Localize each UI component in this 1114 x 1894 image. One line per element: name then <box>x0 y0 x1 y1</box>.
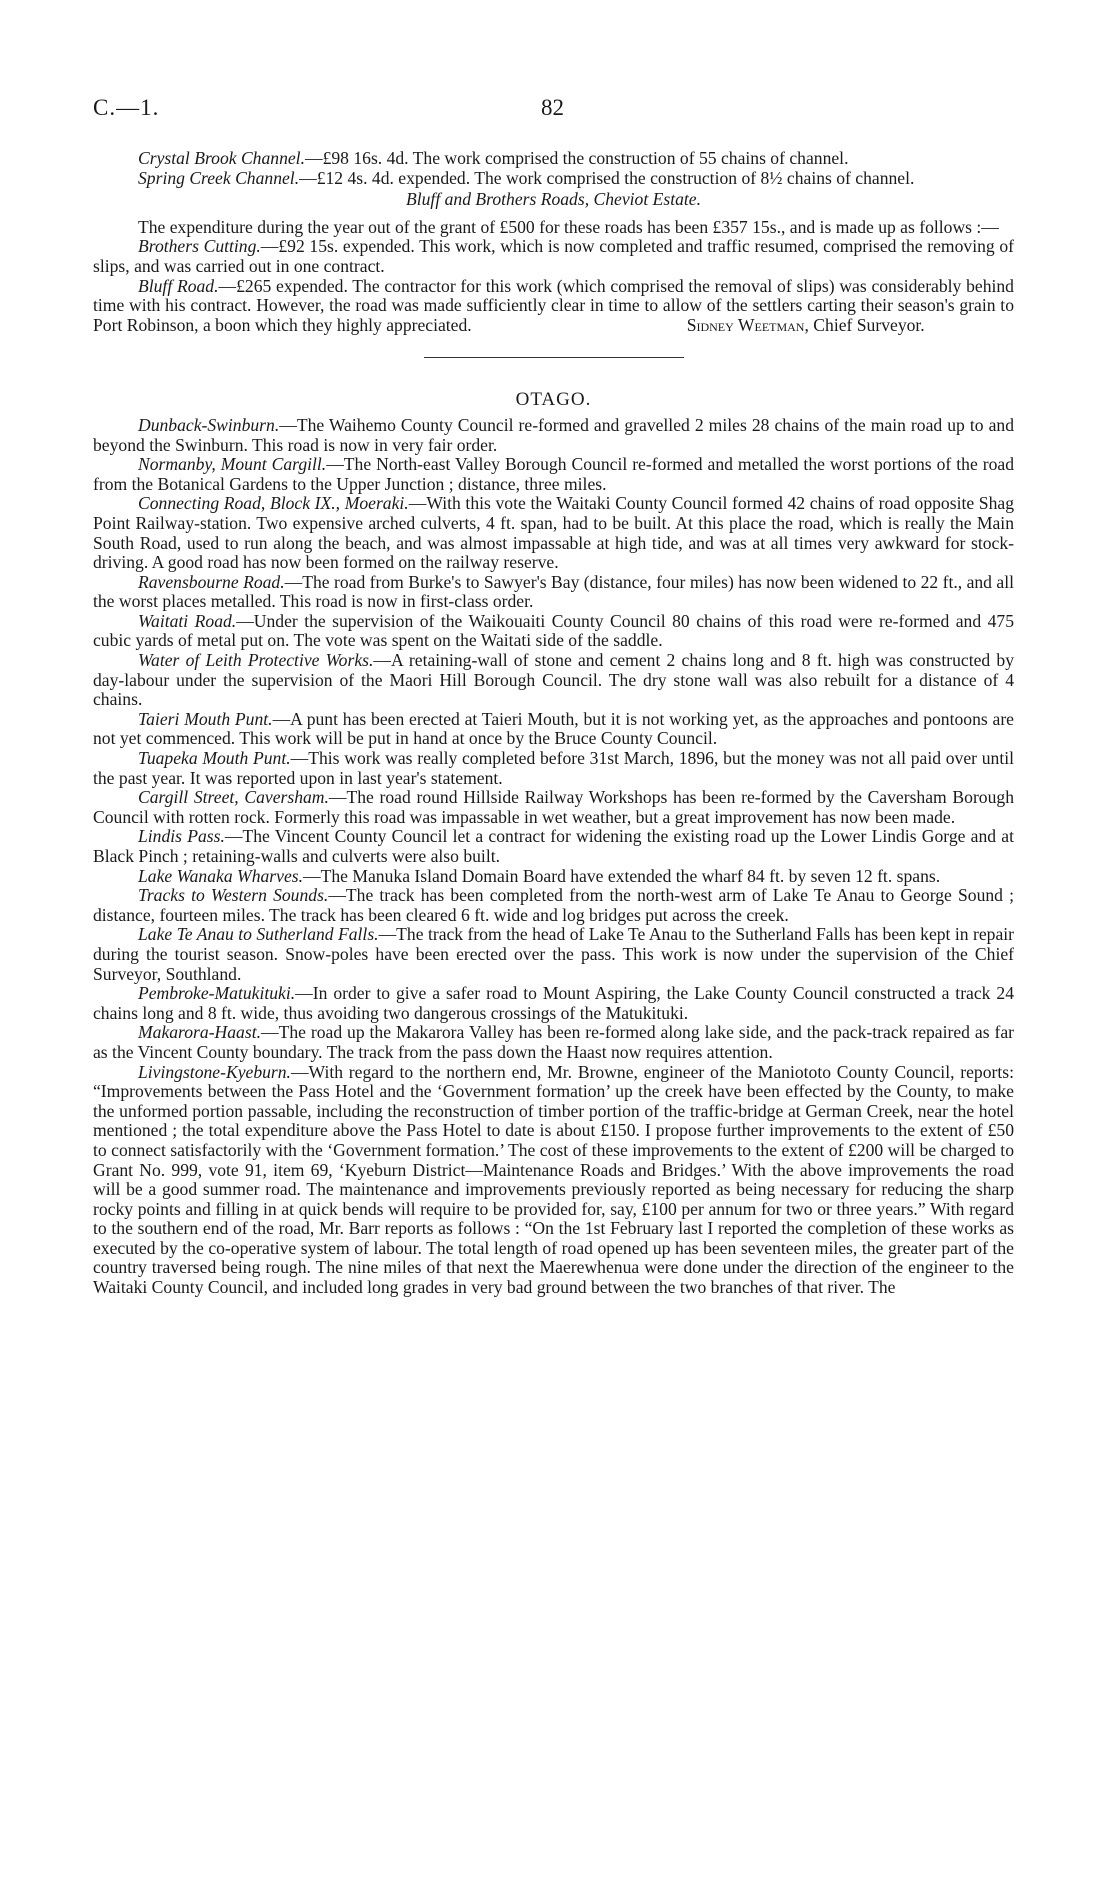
paragraph-text: —The Waihemo County Council re-formed and gravelled 2 miles 28 chains of the main road up to and beyond the Swinburn. This road is now in very fair order. <box>93 414 1014 455</box>
otago-paragraph <box>93 573 1014 612</box>
otago-paragraph <box>93 651 1014 710</box>
otago-paragraph <box>93 494 1014 572</box>
signature-name: Sidney Weetman <box>686 314 805 335</box>
paragraph-title: Spring Creek Channel. <box>138 167 300 188</box>
otago-paragraph <box>93 749 1014 788</box>
otago-paragraph <box>93 455 1014 494</box>
otago-paragraph <box>93 984 1014 1023</box>
paragraph-title: Bluff Road. <box>138 275 219 296</box>
otago-paragraph <box>93 1063 1014 1298</box>
paragraph-title: Makarora-Haast. <box>138 1022 261 1043</box>
paragraph-text: —With this vote the Waitaki County Council formed 42 chains of road opposite Shag Point Railway-station. Two expensive arched culverts, 4 ft. span, had to be built. At this place the road, which is really the Main South Road, used to run along the beach, and was almost impassable at high tide, and was at all times very awkward for stock-driving. A good road has now been formed on the railway reserve. <box>93 493 1014 573</box>
paragraph-title: Pembroke-Matukituki. <box>138 983 296 1004</box>
paragraph-title: Normanby, Mount Cargill. <box>138 454 327 475</box>
paragraph-text: —This work was really completed before 31st March, 1896, but the money was not all paid over until the past year. It was reported upon in last year's statement. <box>93 748 1014 788</box>
paragraph-crystal-brook <box>93 149 1014 169</box>
otago-paragraph <box>93 827 1014 866</box>
paragraph-title: Lake Wanaka Wharves. <box>138 865 303 886</box>
paragraph-title: Crystal Brook Channel. <box>138 148 305 168</box>
otago-paragraph <box>93 710 1014 749</box>
paragraph-brothers-cutting <box>93 237 1014 276</box>
otago-paragraph <box>93 867 1014 887</box>
otago-paragraph <box>93 925 1014 984</box>
paragraph-title: Tracks to Western Sounds. <box>138 885 329 906</box>
report-code: C.—1. <box>93 95 160 120</box>
paragraph-text: —The track has been completed from the north-west arm of Lake Te Anau to George Sound ; distance, fourteen miles. The track has been cleared 6 ft. wide and log bridges put across the creek. <box>93 885 1015 925</box>
paragraph-title: Lindis Pass. <box>138 826 225 847</box>
expenditure-paragraph: The expenditure during the year out of the grant of £500 for these roads has been £357 15s., and is made up as follows :— <box>138 216 999 237</box>
otago-paragraph <box>93 416 1014 455</box>
paragraph-text: —The North-east Valley Borough Council re-formed and metalled the worst portions of the road from the Botanical Gardens to the Upper Junction ; distance, three miles. <box>93 454 1014 494</box>
paragraph-title: Waitati Road. <box>138 610 237 631</box>
sub-heading: Bluff and Brothers Roads, Cheviot Estate. <box>406 189 701 210</box>
paragraph-title: Cargill Street, Caversham. <box>138 787 329 808</box>
paragraph-text: —£265 expended. The contractor for this work (which comprised the removal of slips) was considerably behind time with his contract. However, the road was made sufficiently clear in time to allow of the settlers carting their season's grain to Port Robinson, a boon which they highly appreciated. <box>93 275 1014 335</box>
paragraph-text: —Under the supervision of the Waikouaiti County Council 80 chains of this road were re-formed and 475 cubic yards of metal put on. The vote was spent on the Waitati side of the saddle. <box>93 610 1014 651</box>
paragraph-text: —A punt has been erected at Taieri Mouth, but it is not working yet, as the approaches and pontoons are not yet commenced. This work will be put in hand at once by the Bruce County Council. <box>93 708 1014 749</box>
page-header <box>93 95 1014 135</box>
otago-paragraph <box>93 886 1014 925</box>
paragraph-title: Dunback-Swinburn. <box>138 414 280 435</box>
otago-paragraph <box>93 1023 1014 1062</box>
document-body <box>93 149 1014 1298</box>
paragraph-spring-creek <box>93 169 1014 189</box>
paragraph-text: —£92 15s. expended. This work, which is now completed and traffic resumed, comprised the removing of slips, and was carried out in one contract. <box>93 236 1015 276</box>
otago-paragraph <box>93 612 1014 651</box>
paragraph-text: —£12 4s. 4d. expended. The work comprised the construction of 8½ chains of channel. <box>299 167 915 188</box>
paragraph-text: —The road up the Makarora Valley has been re-formed along lake side, and the pack-track repaired as far as the Vincent County boundary. The track from the pass down the Haast now requires attention. <box>93 1022 1014 1062</box>
paragraph-title: Livingstone-Kyeburn. <box>138 1061 291 1082</box>
paragraph-text: —A retaining-wall of stone and cement 2 chains long and 8 ft. high was constructed by day-labour under the supervision of the Maori Hill Borough Council. The dry stone wall was also rebuilt for a distance of 4 chains. <box>93 650 1014 710</box>
paragraph-text: —In order to give a safer road to Mount Aspiring, the Lake County Council constructed a track 24 chains long and 8 ft. wide, thus avoiding two dangerous crossings of the Matukituki. <box>93 983 1014 1023</box>
paragraph-title: Lake Te Anau to Sutherland Falls. <box>138 924 379 945</box>
paragraph-text: —With regard to the northern end, Mr. Browne, engineer of the Maniototo County Council, reports: “Improvements between the Pass Hotel and the ‘Government formation’ up the creek have been effected by the County, to make the unformed portion passable, including the reconstruction of timber portion of the traffic-bridge at German Creek, near the hotel mentioned ; the total expenditure above the Pass Hotel to date is about £150. I propose further improvements to the extent of £50 to connect satisfactorily with the ‘Government formation.’ The cost of these improvements to the extent of £200 will be charged to Grant No. 999, vote 91, item 69, ‘Kyeburn District—Maintenance Roads and Bridges.’ With the above improvements the road will be a good summer road. The maintenance and improvements previously reported as being necessary for reducing the sharp rocky points and filling in at quick bends will require to be provided for, say, £100 per annum for two or three years.” With regard to the southern end of the road, Mr. Barr reports as follows : “On the 1st February last I reported the completion of these works as executed by the co-operative system of labour. The total length of road opened up has been seventeen miles, the greater part of the country traversed being rough. The nine miles of that next the Maerewhenua were done under the direction of the engineer to the Waitaki County Council, and included long grades in very bad ground between the two branches of that river. The <box>93 1061 1014 1298</box>
paragraph-title: Taieri Mouth Punt. <box>138 708 273 729</box>
paragraph-title: Connecting Road, Block IX., Moeraki. <box>138 493 409 514</box>
paragraph-text: —The track from the head of Lake Te Anau to the Sutherland Falls has been kept in repair during the tourist season. Snow-poles have been erected over the pass. This work is now under the supervision of the Chief Surveyor, Southland. <box>93 924 1014 984</box>
paragraph-bluff-road <box>93 277 1014 336</box>
paragraph-title: Water of Leith Protective Works. <box>138 650 374 671</box>
paragraph-title: Tuapeka Mouth Punt. <box>138 748 291 769</box>
paragraph-text: —The Vincent County Council let a contract for widening the existing road up the Lower Lindis Gorge and at Black Pinch ; retaining-walls and culverts were also built. <box>93 826 1014 866</box>
paragraph-text: —The road round Hillside Railway Workshops has been re-formed by the Caversham Borough Council with rotten rock. Formerly this road was impassable in wet weather, but a great improvement has now been made. <box>93 787 1014 827</box>
signature-role: , Chief Surveyor. <box>804 314 925 335</box>
section-divider <box>424 357 684 358</box>
document-page <box>93 95 1014 1298</box>
paragraph-text: —The Manuka Island Domain Board have extended the wharf 84 ft. by seven 12 ft. spans. <box>303 865 941 886</box>
section-title: OTAGO. <box>515 389 592 411</box>
paragraph-text: —The road from Burke's to Sawyer's Bay (distance, four miles) has now been widened to 22 ft., and all the worst places metalled. This road is now in first-class order. <box>93 571 1014 612</box>
paragraph-title: Ravensbourne Road. <box>138 571 285 592</box>
otago-paragraph <box>93 788 1014 827</box>
paragraph-text: —£98 16s. 4d. The work comprised the construction of 55 chains of channel. <box>304 148 849 168</box>
otago-paragraphs <box>93 416 1014 1298</box>
page-number: 82 <box>541 95 564 120</box>
paragraph-title: Brothers Cutting. <box>138 236 261 257</box>
